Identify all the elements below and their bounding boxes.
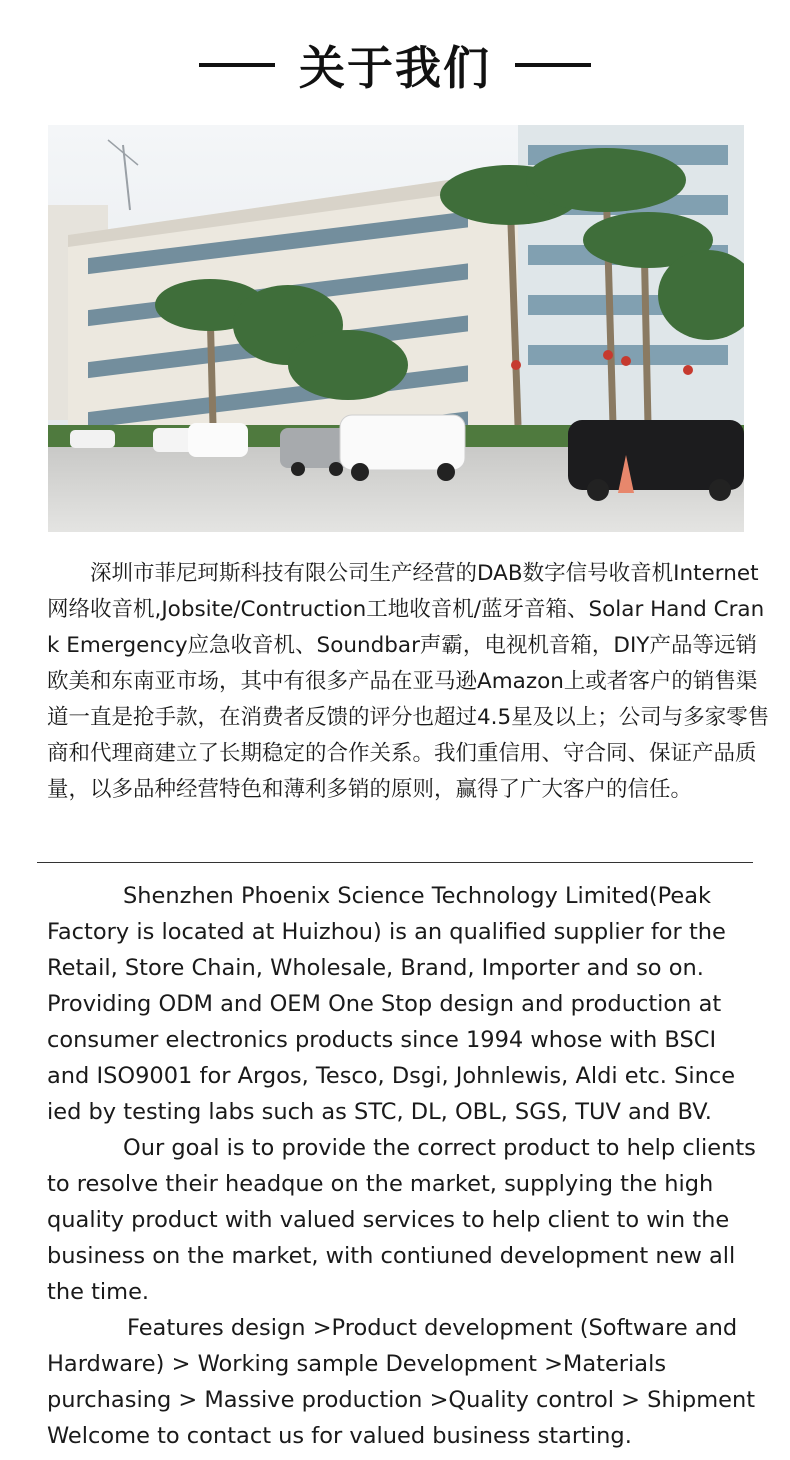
title-right-rule	[515, 63, 591, 67]
page-title: 关于我们	[299, 41, 491, 95]
english-company-intro	[47, 878, 762, 1454]
english-paragraph-goal: Our goal is to provide the correct product to help clients to resolve their headque on the market, supplying the high quality product with valued services to help client to win the business on the market, with contiuned development new all the time.	[47, 1135, 756, 1305]
factory-building-photo	[48, 125, 744, 532]
title-left-rule	[199, 63, 275, 67]
english-paragraph-process: Features design >Product development (Software and Hardware) > Working sample Development >Materials purchasing > Massive production >Quality control > Shipment Welcome to contact us for valued business starting.	[47, 1315, 756, 1449]
chinese-company-intro: 深圳市菲尼珂斯科技有限公司生产经营的DAB数字信号收音机Internet网络收音机,Jobsite/Contruction工地收音机/蓝牙音箱、Solar Hand Crank Emergency应急收音机、Soundbar声霸，电视机音箱，DIY产品等远销欧美和东南亚市场，其中有很多产品在亚马逊Amazon上或者客户的销售渠道一直是抢手款，在消费者反馈的评分也超过4.5星及以上；公司与多家零售商和代理商建立了长期稳定的合作关系。我们重信用、守合同、保证产品质量，以多品种经营特色和薄利多销的原则，赢得了广大客户的信任。	[47, 561, 770, 802]
section-divider	[37, 862, 753, 863]
page-header	[0, 30, 790, 100]
english-paragraph-company: Shenzhen Phoenix Science Technology Limited(Peak Factory is located at Huizhou) is an qualified supplier for the Retail, Store Chain, Wholesale, Brand, Importer and so on. Providing ODM and OEM One Stop design and production at consumer electronics products since 1994 whose with BSCI and ISO9001 for Argos, Tesco, Dsgi, Johnlewis, Aldi etc. Since ied by testing labs such as STC, DL, OBL, SGS, TUV and BV.	[47, 883, 736, 1125]
